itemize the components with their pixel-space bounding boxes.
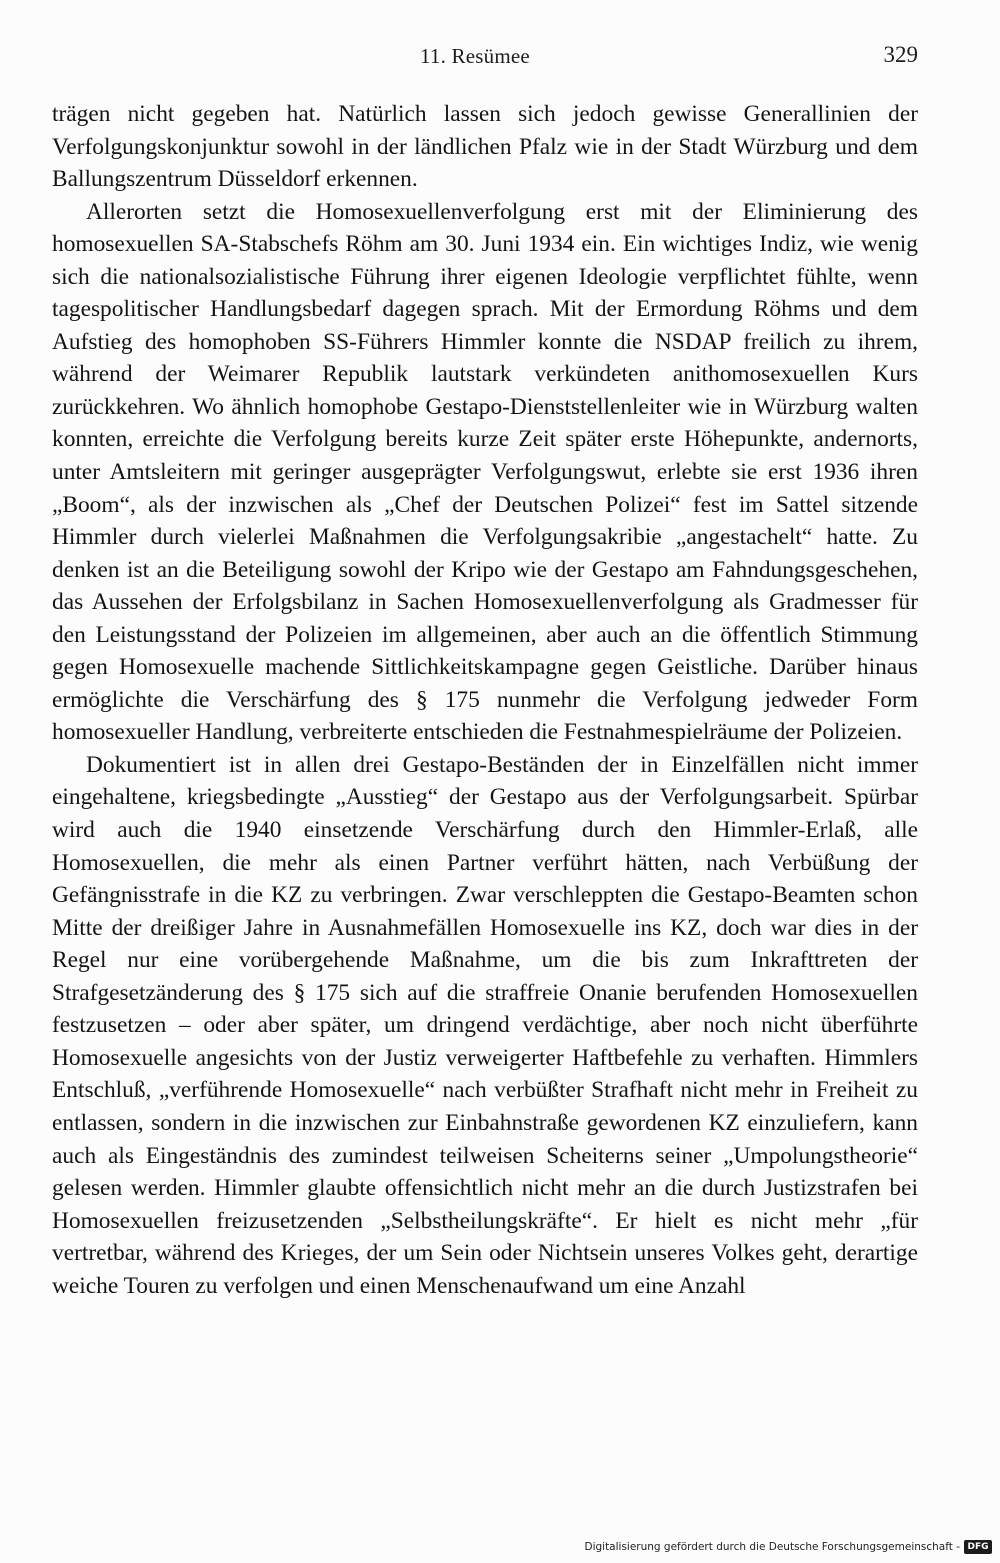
digitization-credit <box>584 1537 992 1557</box>
credit-text: Digitalisierung gefördert durch die Deutsche Forschungsgemeinschaft - <box>584 1541 960 1553</box>
paragraph-3: Dokumentiert ist in allen drei Gestapo-Beständen der in Einzelfällen nicht immer eingehaltene, kriegsbedingte „Ausstieg“ der Gestapo aus der Verfolgungsarbeit. Spürbar wird auch die 1940 einsetzende Verschärfung durch den Himmler-Erlaß, alle Homosexuellen, die mehr als einen Partner verführt hätten, nach Verbüßung der Gefängnisstrafe in die KZ zu verbringen. Zwar verschleppten die Gestapo-Beamten schon Mitte der dreißiger Jahre in Ausnahmefällen Homosexuelle ins KZ, doch war dies in der Regel nur eine vorübergehende Maßnahme, um die bis zum Inkrafttreten der Strafgesetzänderung des § 175 sich auf die straffreie Onanie berufenden Homosexuellen festzusetzen – oder aber später, um dringend verdächtige, aber noch nicht überführte Homosexuelle angesichts von der Justiz verweigerter Haftbefehle zu verhaften. Himmlers Entschluß, „verführende Homosexuelle“ nach verbüßter Strafhaft nicht mehr in Freiheit zu entlassen, sondern in die inzwischen zur Einbahnstraße gewordenen KZ einzuliefern, kann auch als Eingeständnis des zumindest teilweisen Scheiterns seiner „Umpolungstheorie“ gelesen werden. Himmler glaubte offensichtlich nicht mehr an die durch Justizstrafen bei Homosexuellen freizusetzenden „Selbstheilungskräfte“. Er hielt es nicht mehr „für vertretbar, während des Krieges, der um Sein oder Nichtsein unseres Volkes geht, derartige weiche Touren zu verfolgen und einen Menschenaufwand um eine Anzahl <box>52 751 918 1299</box>
chapter-title: 11. Resümee <box>420 44 530 68</box>
dfg-logo-icon: DFG <box>964 1540 992 1554</box>
paragraph-2: Allerorten setzt die Homosexuellenverfolgung erst mit der Eliminierung des homosexuellen SA-Stabschefs Röhm am 30. Juni 1934 ein. Ein wichtiges Indiz, wie wenig sich die nationalsozialistische Führung ihrer eigenen Ideologie verpflichtet fühlte, wenn tagespolitischer Handlungsbedarf dagegen sprach. Mit der Ermordung Röhms und dem Aufstieg des homophoben SS-Führers Himmler konnte die NSDAP freilich zu ihrem, während der Weimarer Republik lautstark verkündeten anithomosexuellen Kurs zurückkehren. Wo ähnlich homophobe Gestapo-Dienststellenleiter wie in Würzburg walten konnten, erreichte die Verfolgung bereits kurze Zeit später erste Höhepunkte, andernorts, unter Amtsleitern mit geringer ausgeprägter Verfolgungswut, erlebte sie erst 1936 ihren „Boom“, als der inzwischen als „Chef der Deutschen Polizei“ fest im Sattel sitzende Himmler durch vielerlei Maßnahmen die Verfolgungsakribie „angestachelt“ hatte. Zu denken ist an die Beteiligung sowohl der Kripo wie der Gestapo am Fahndungsgeschehen, das Aussehen der Erfolgsbilanz in Sachen Homosexuellenverfolgung als Gradmesser für den Leistungsstand der Polizeien im allgemeinen, aber auch an die öffentlich Stimmung gegen Homosexuelle machende Sittlichkeitskampagne gegen Geistliche. Darüber hinaus ermöglichte die Verschärfung des § 175 nunmehr die Verfolgung jedweder Form homosexueller Handlung, verbreiterte entschieden die Festnahmespielräume der Polizeien. <box>52 198 918 746</box>
paragraph-1: trägen nicht gegeben hat. Natürlich lassen sich jedoch gewisse Generallinien der Verfolgungskonjunktur sowohl in der ländlichen Pfalz wie in der Stadt Würzburg und dem Ballungszentrum Düsseldorf erkennen. <box>52 101 918 193</box>
body-text <box>52 98 918 1302</box>
running-head <box>0 40 1000 74</box>
page-number: 329 <box>883 42 918 67</box>
